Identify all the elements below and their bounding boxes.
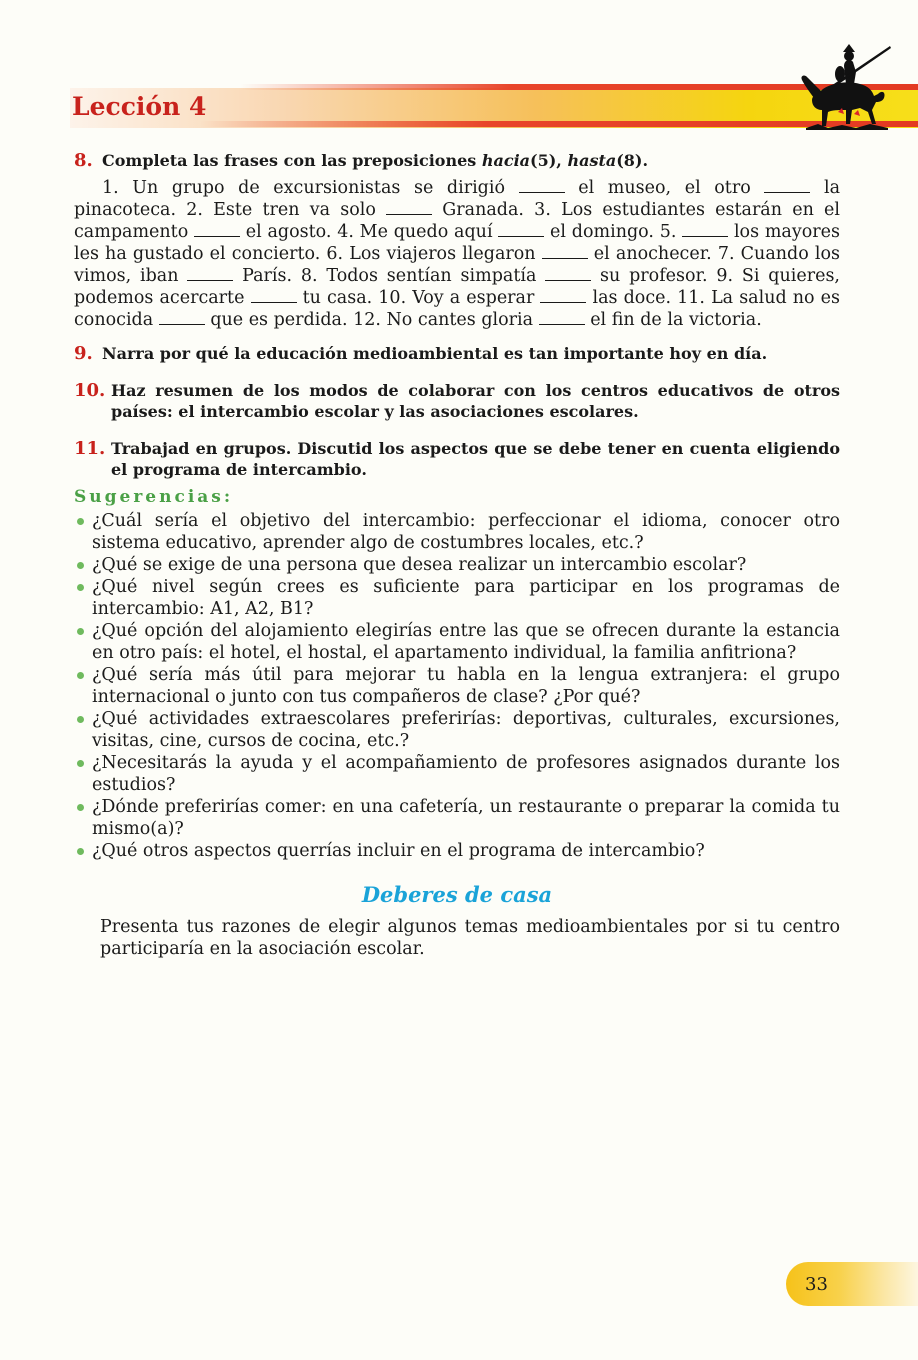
page-number: 33	[805, 1274, 828, 1295]
sentence-segment: que es perdida. 12. No cantes gloria	[204, 310, 539, 330]
exercise-8-instruction	[102, 150, 840, 171]
sentence-segment: su profesor. 9. Si quieres, podemos acercarte	[74, 266, 840, 308]
sentence-segment: el domingo. 5.	[544, 222, 683, 242]
sentence-segment: la pinacoteca. 2. Este tren va solo	[74, 178, 840, 220]
blank-7[interactable]	[542, 244, 588, 259]
exercise-8-sentences	[74, 177, 840, 331]
preposition-count: (5),	[530, 151, 568, 170]
suggestion-item: ¿Qué sería más útil para mejorar tu habla en la lengua extranjera: el grupo internacional o junto con tus compañeros de clase? ¿Por qué?	[74, 664, 840, 708]
sentence-segment: los mayores les ha gustado el concierto. 6. Los viajeros llegaron	[74, 222, 840, 264]
blank-12[interactable]	[159, 310, 205, 325]
blank-4[interactable]	[194, 222, 240, 237]
sentence-segment: el museo, el otro	[564, 178, 765, 198]
suggestions-title: Sugerencias:	[74, 487, 234, 507]
exercise-number: 11.	[74, 438, 106, 459]
blank-11[interactable]	[540, 288, 586, 303]
page-content	[74, 150, 840, 960]
preposition-hasta: hasta	[567, 151, 617, 170]
blank-2[interactable]	[764, 178, 810, 193]
suggestion-item: ¿Necesitarás la ayuda y el acompañamiento de profesores asignados durante los estudios?	[74, 752, 840, 796]
don-quixote-icon	[798, 40, 894, 132]
instruction-text: Completa las frases con las preposiciones	[102, 151, 482, 170]
suggestion-item: ¿Dónde preferirías comer: en una cafetería, un restaurante o preparar la comida tu mismo(a)?	[74, 796, 840, 840]
exercise-number: 9.	[74, 343, 93, 364]
suggestion-item: ¿Qué actividades extraescolares preferirías: deportivas, culturales, excursiones, visitas, cine, cursos de cocina, etc.?	[74, 708, 840, 752]
preposition-count: (8).	[616, 151, 649, 170]
preposition-hacia: hacia	[481, 151, 531, 170]
suggestion-item: ¿Cuál sería el objetivo del intercambio: perfeccionar el idioma, conocer otro sistema educativo, aprender algo de costumbres locales, etc.?	[74, 510, 840, 554]
exercise-10-instruction: Haz resumen de los modos de colaborar con los centros educativos de otros países: el intercambio escolar y las asociaciones escolares.	[111, 381, 840, 421]
sentence-segment: Granada. 3. Los estudiantes estarán en el campamento	[74, 200, 840, 242]
exercise-number: 8.	[74, 150, 93, 171]
exercise-11-heading	[74, 438, 840, 480]
sentence-segment: 1. Un grupo de excursionistas se dirigió	[102, 178, 519, 198]
blank-3[interactable]	[386, 200, 432, 215]
sentence-segment: las doce. 11. La salud no es conocida	[74, 288, 841, 330]
blank-6[interactable]	[682, 222, 728, 237]
sentence-segment: el anochecer. 7. Cuando los vimos, iban	[74, 244, 841, 286]
suggestion-item: ¿Qué nivel según crees es suficiente para participar en los programas de intercambio: A1, A2, B1?	[74, 576, 840, 620]
exercise-11-instruction: Trabajad en grupos. Discutid los aspectos que se debe tener en cuenta eligiendo el programa de intercambio.	[111, 439, 840, 479]
suggestion-item: ¿Qué se exige de una persona que desea realizar un intercambio escolar?	[74, 554, 840, 576]
suggestions-list	[74, 510, 840, 862]
homework-title: Deberes de casa	[361, 882, 553, 907]
exercise-9-instruction: Narra por qué la educación medioambiental es tan importante hoy en día.	[102, 344, 768, 363]
blank-8[interactable]	[187, 266, 233, 281]
sentence-segment: el fin de la victoria.	[584, 310, 762, 330]
blank-5[interactable]	[498, 222, 544, 237]
blank-13[interactable]	[539, 310, 585, 325]
exercise-number: 10.	[74, 380, 106, 401]
exercise-8-heading	[74, 150, 840, 171]
suggestion-item: ¿Qué otros aspectos querrías incluir en el programa de intercambio?	[74, 840, 840, 862]
blank-9[interactable]	[545, 266, 591, 281]
homework-text: Presenta tus razones de elegir algunos temas medioambientales por si tu centro participaría en la asociación escolar.	[100, 917, 840, 959]
sentence-segment: el agosto. 4. Me quedo aquí	[240, 222, 499, 242]
exercise-10-heading	[74, 380, 840, 422]
sentence-segment: París. 8. Todos sentían simpatía	[233, 266, 546, 286]
blank-1[interactable]	[519, 178, 565, 193]
suggestion-item: ¿Qué opción del alojamiento elegirías entre las que se ofrecen durante la estancia en otro país: el hotel, el hostal, el apartamento individual, la familia anfitriona?	[74, 620, 840, 664]
lesson-title: Lección 4	[72, 92, 207, 121]
blank-10[interactable]	[251, 288, 297, 303]
exercise-9-heading	[74, 343, 840, 364]
sentence-segment: tu casa. 10. Voy a esperar	[296, 288, 541, 308]
